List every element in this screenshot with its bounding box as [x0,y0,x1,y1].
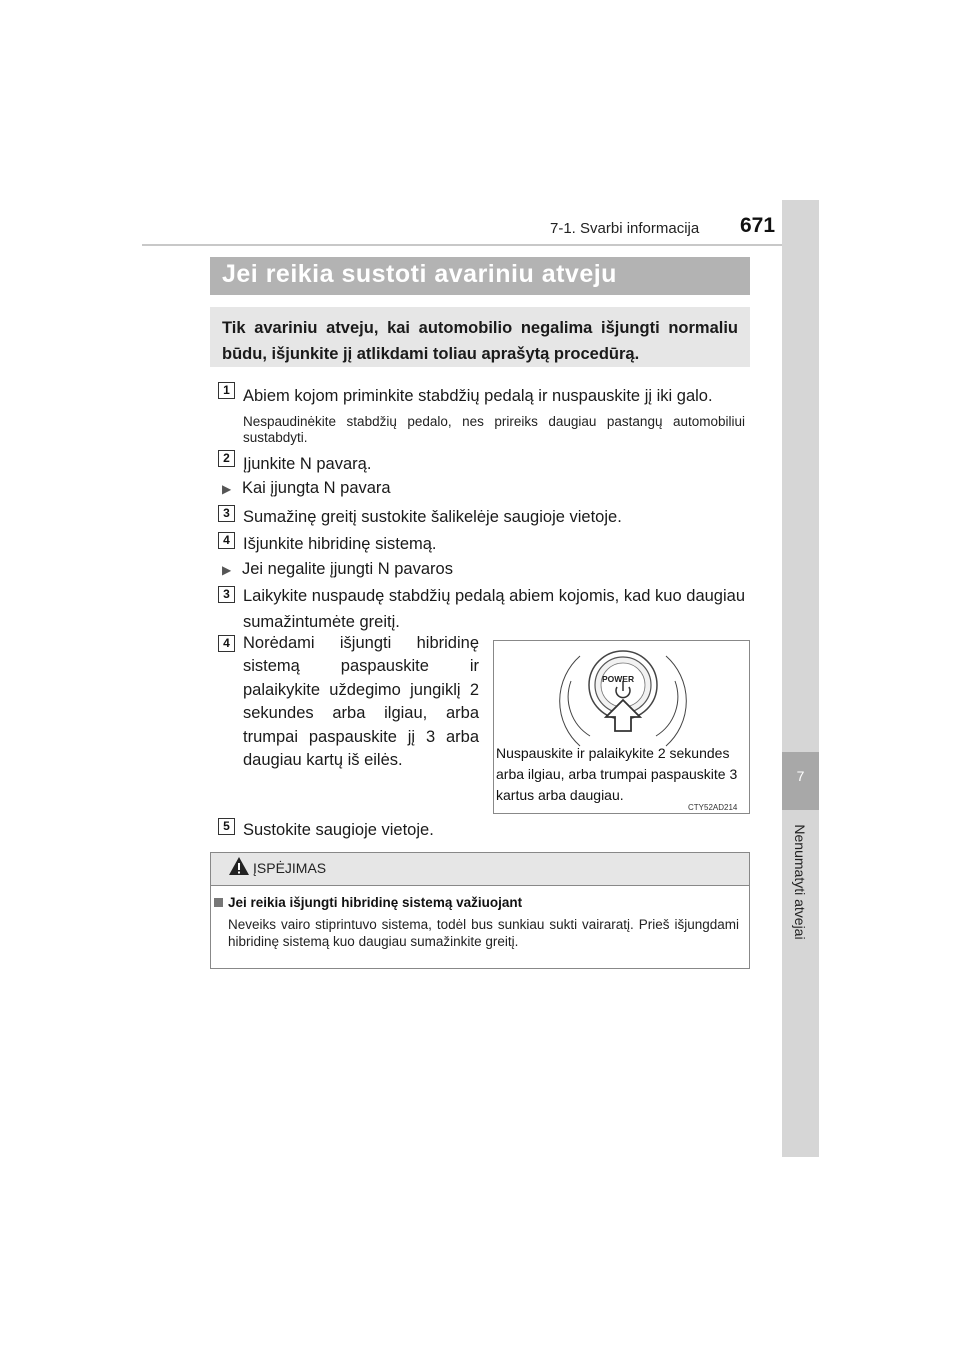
power-button-label: POWER [602,674,635,684]
step-1-text: Abiem kojom priminkite stabdžių pedalą ir nuspauskite jį iki galo. [243,387,713,405]
step-badge-3: 3 [218,505,235,522]
page-title: Jei reikia sustoti avariniu atveju [210,257,750,295]
step-2-text: Įjunkite N pavarą. [243,455,372,473]
header-rule [142,244,818,246]
figure-caption: Nuspauskite ir palaikykite 2 sekundes arba ilgiau, arba trumpai paspauskite 3 kartus arba daugiau. [496,745,738,803]
step-1-note: Nespaudinėkite stabdžių pedalo, nes prireiks daugiau pastangų automobiliui sustabdyti. [243,414,745,445]
step-4b-text: Norėdami išjungti hibridinę sistemą paspauskite ir palaikykite uždegimo jungiklį 2 sekundes arba ilgiau, arba trumpai paspauskite jį 3 arba daugiau kartų iš eilės. [243,634,479,770]
case-no-n-gear-label: Jei negalite įjungti N pavaros [242,560,453,578]
intro-text: Tik avariniu atveju, kai automobilio negalima išjungti normaliu būdu, išjunkite jį atlikdami toliau aprašytą procedūrą. [222,319,738,363]
step-badge-2: 2 [218,450,235,467]
case-no-n-gear [222,560,453,579]
step-3b-text: Laikykite nuspaudę stabdžių pedalą abiem kojomis, kad kuo daugiau sumažintumėte greitį. [243,587,745,631]
step-3-text: Sumažinę greitį sustokite šalikelėje saugioje vietoje. [243,508,622,526]
step-badge-1: 1 [218,382,235,399]
warning-triangle-icon [228,856,250,876]
chapter-number: 7 [796,768,805,784]
arrow-right-icon: ▶ [222,482,232,496]
step-badge-3b: 3 [218,586,235,603]
warning-body: Neveiks vairo stiprintuvo sistema, todėl bus sunkiau sukti vairaratį. Prieš išjungdami hibridinę sistemą kuo daugiau sumažinkite greitį. [228,917,739,949]
case-n-gear-label: Kai įjungta N pavara [242,479,391,497]
step-badge-5: 5 [218,818,235,835]
chapter-label: Nenumatyti atvejai [792,824,808,940]
section-title: 7-1. Svarbi informacija [550,220,700,237]
step-5-text: Sustokite saugioje vietoje. [243,821,434,839]
page-number: 671 [740,214,776,237]
bullet-square-icon [214,898,223,907]
step-badge-4b: 4 [218,635,235,652]
chapter-side-tab [782,200,819,1157]
intro-box [210,307,750,367]
warning-subtitle: Jei reikia išjungti hibridinę sistemą važiuojant [228,895,523,910]
step-4-text: Išjunkite hibridinę sistemą. [243,535,437,553]
warning-title: ĮSPĖJIMAS [253,860,327,876]
arrow-right-icon: ▶ [222,563,232,577]
step-badge-4: 4 [218,532,235,549]
figure-code: CTY52AD214 [688,803,738,812]
case-n-gear [222,479,391,498]
